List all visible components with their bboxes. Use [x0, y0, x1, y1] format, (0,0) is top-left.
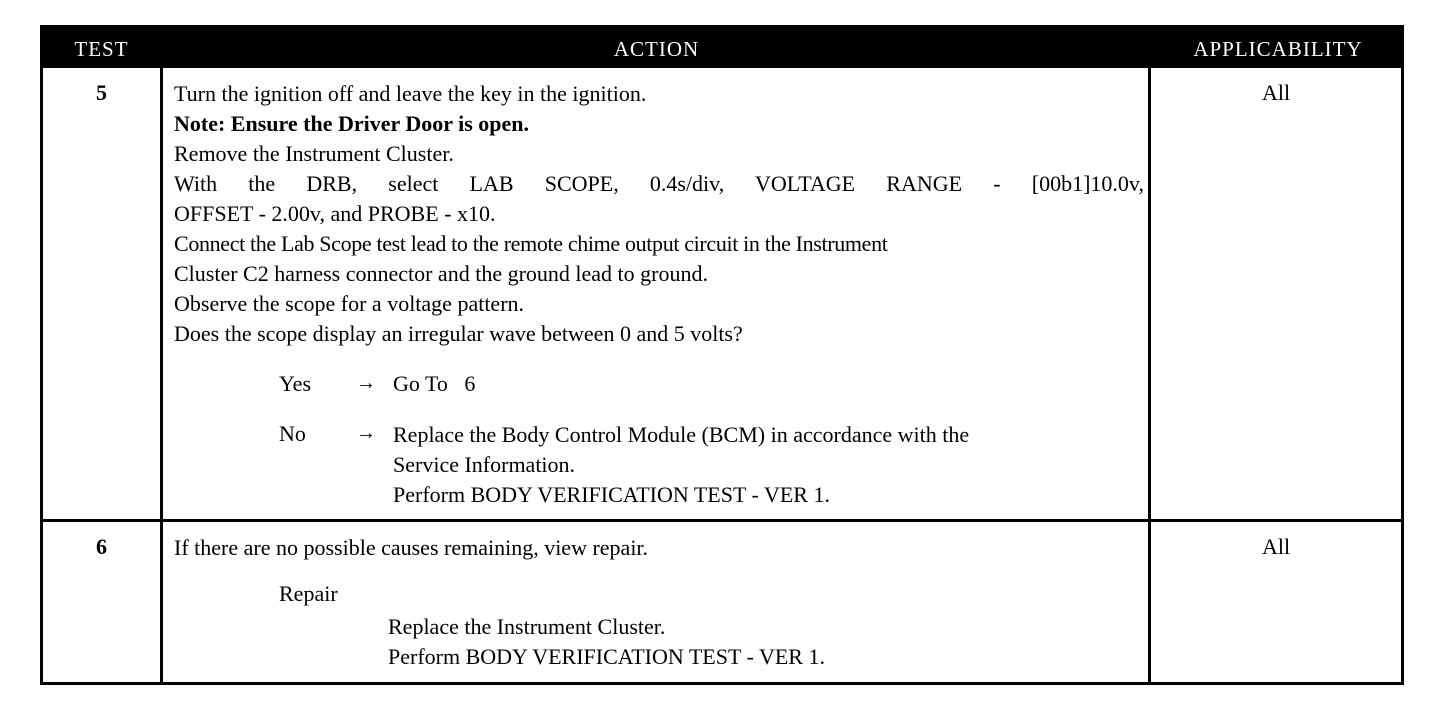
- row-divider: [43, 519, 1401, 522]
- applicability-value: All: [1261, 80, 1291, 105]
- no-label: No: [279, 421, 306, 446]
- repair-action: [388, 612, 1138, 672]
- action-line: OFFSET - 2.00v, and PROBE - x10.: [174, 201, 496, 226]
- test-number: 5: [96, 80, 107, 105]
- table-header: [43, 28, 1401, 68]
- action-question: Does the scope display an irregular wave between 0 and 5 volts?: [174, 321, 743, 346]
- repair-line: Replace the Instrument Cluster.: [388, 614, 666, 639]
- header-applicability: APPLICABILITY: [1193, 37, 1363, 61]
- column-divider: [160, 28, 163, 682]
- action-text-test-6: [174, 533, 1144, 563]
- arrow-icon: →: [356, 372, 376, 394]
- action-line: If there are no possible causes remaining, view repair.: [174, 535, 649, 560]
- arrow-icon: →: [356, 422, 376, 444]
- diagnostic-table: [40, 25, 1404, 685]
- header-test: TEST: [74, 37, 129, 61]
- repair-line: Perform BODY VERIFICATION TEST - VER 1.: [388, 644, 825, 669]
- no-action-line: Perform BODY VERIFICATION TEST - VER 1.: [393, 482, 830, 507]
- yes-label: Yes: [279, 371, 312, 396]
- yes-action: Go To 6: [393, 371, 476, 396]
- action-line: Observe the scope for a voltage pattern.: [174, 291, 525, 316]
- column-divider: [1148, 28, 1151, 682]
- no-action: [393, 420, 1145, 510]
- action-line: Turn the ignition off and leave the key in the ignition.: [174, 81, 647, 106]
- test-number: 6: [96, 534, 107, 559]
- action-line: Cluster C2 harness connector and the ground lead to ground.: [174, 261, 708, 286]
- no-action-line: Service Information.: [393, 452, 576, 477]
- applicability-value: All: [1261, 534, 1291, 559]
- repair-label: Repair: [279, 581, 338, 606]
- action-text-test-5: [174, 79, 1144, 349]
- action-line: Remove the Instrument Cluster.: [174, 141, 454, 166]
- action-line: Connect the Lab Scope test lead to the remote chime output circuit in the Instrument: [174, 231, 888, 256]
- action-line: With the DRB, select LAB SCOPE, 0.4s/div, VOLTAGE RANGE - [00b1]10.0v,: [174, 171, 1144, 196]
- action-note: Note: Ensure the Driver Door is open.: [174, 111, 530, 136]
- header-action: ACTION: [613, 37, 700, 61]
- no-action-line: Replace the Body Control Module (BCM) in accordance with the: [393, 422, 970, 447]
